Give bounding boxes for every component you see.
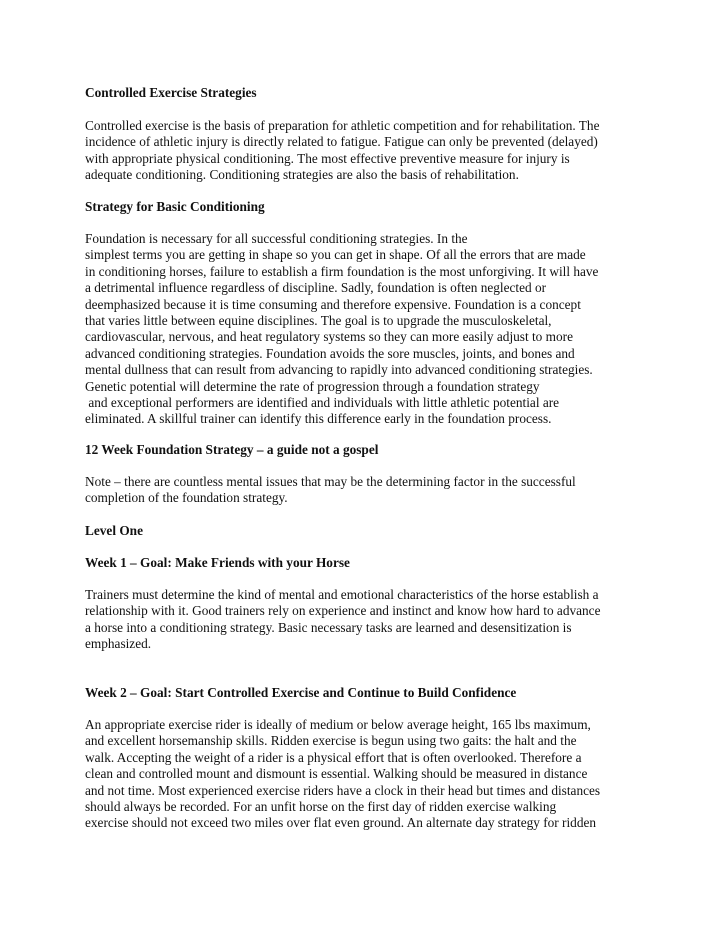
heading-text: Week 2 – Goal: Start Controlled Exercise and Continue to Build Confidence <box>85 685 517 700</box>
paragraph-line: cardiovascular, nervous, and heat regulatory systems so they can more easily adjust to more <box>85 329 573 345</box>
title-text: Controlled Exercise Strategies <box>85 85 257 100</box>
paragraph-line: simplest terms you are getting in shape so you can get in shape. Of all the errors that are made <box>85 247 586 263</box>
paragraph-line: a horse into a conditioning strategy. Basic necessary tasks are learned and desensitization is <box>85 619 572 635</box>
heading-level-one <box>85 523 645 539</box>
heading-12-week-strategy <box>85 442 645 458</box>
paragraph-line: relationship with it. Good trainers rely on experience and instinct and know how hard to advance <box>85 603 601 619</box>
paragraph-line: deemphasized because it is time consuming and therefore expensive. Foundation is a concept <box>85 296 581 312</box>
paragraph-line: emphasized. <box>85 636 152 652</box>
paragraph-line: and exceptional performers are identified and individuals with little athletic potential are <box>85 394 560 410</box>
heading-text: Strategy for Basic Conditioning <box>85 199 265 214</box>
document-title <box>85 85 645 101</box>
paragraph-line: walk. Accepting the weight of a rider is a physical effort that is often overlooked. Therefore a <box>85 749 582 765</box>
heading-text: Level One <box>85 523 143 538</box>
paragraph-line: in conditioning horses, failure to establish a firm foundation is the most unforgiving. It will have <box>85 263 599 279</box>
heading-week-1 <box>85 555 645 571</box>
paragraph-line: and excellent horsemanship skills. Ridden exercise is begun using two gaits: the halt and the <box>85 733 577 749</box>
paragraph-line: exercise should not exceed two miles over flat even ground. An alternate day strategy for ridden <box>85 815 597 831</box>
paragraph-line: mental dullness that can result from advancing to rapidly into advanced conditioning strategies. <box>85 362 593 378</box>
paragraph-line: with appropriate physical conditioning. The most effective preventive measure for injury is <box>85 150 570 166</box>
paragraph-line: eliminated. A skillful trainer can identify this difference early in the foundation process. <box>85 411 552 427</box>
paragraph-line: An appropriate exercise rider is ideally of medium or below average height, 165 lbs maximum, <box>85 717 591 732</box>
heading-week-2 <box>85 685 645 701</box>
paragraph-line: should always be recorded. For an unfit horse on the first day of ridden exercise walking <box>85 798 557 814</box>
heading-text: Week 1 – Goal: Make Friends with your Horse <box>85 555 350 570</box>
paragraph-line: Trainers must determine the kind of mental and emotional characteristics of the horse establish a <box>85 587 599 602</box>
paragraph-line: adequate conditioning. Conditioning strategies are also the basis of rehabilitation. <box>85 167 519 183</box>
paragraph-line: advanced conditioning strategies. Foundation avoids the sore muscles, joints, and bones and <box>85 345 575 361</box>
week-1-paragraph <box>85 587 645 653</box>
note-paragraph <box>85 474 645 507</box>
paragraph-line: Controlled exercise is the basis of preparation for athletic competition and for rehabilitation. The <box>85 118 600 133</box>
foundation-paragraph <box>85 231 645 428</box>
paragraph-line: that varies little between equine disciplines. The goal is to upgrade the musculoskeletal, <box>85 312 552 328</box>
heading-text: 12 Week Foundation Strategy – a guide not a gospel <box>85 442 379 457</box>
heading-basic-conditioning <box>85 199 645 215</box>
paragraph-line: Foundation is necessary for all successful conditioning strategies. In the <box>85 231 468 246</box>
paragraph-line: a detrimental influence regardless of discipline. Sadly, foundation is often neglected or <box>85 280 547 296</box>
paragraph-line: incidence of athletic injury is directly related to fatigue. Fatigue can only be prevented (delayed) <box>85 134 598 150</box>
paragraph-line: Genetic potential will determine the rate of progression through a foundation strategy <box>85 378 540 394</box>
paragraph-line: and not time. Most experienced exercise riders have a clock in their head but times and distances <box>85 782 601 798</box>
paragraph-line: completion of the foundation strategy. <box>85 490 288 506</box>
paragraph-line: Note – there are countless mental issues that may be the determining factor in the successful <box>85 474 576 489</box>
intro-paragraph <box>85 118 645 184</box>
paragraph-line: clean and controlled mount and dismount is essential. Walking should be measured in distance <box>85 766 588 782</box>
week-2-paragraph <box>85 717 645 832</box>
